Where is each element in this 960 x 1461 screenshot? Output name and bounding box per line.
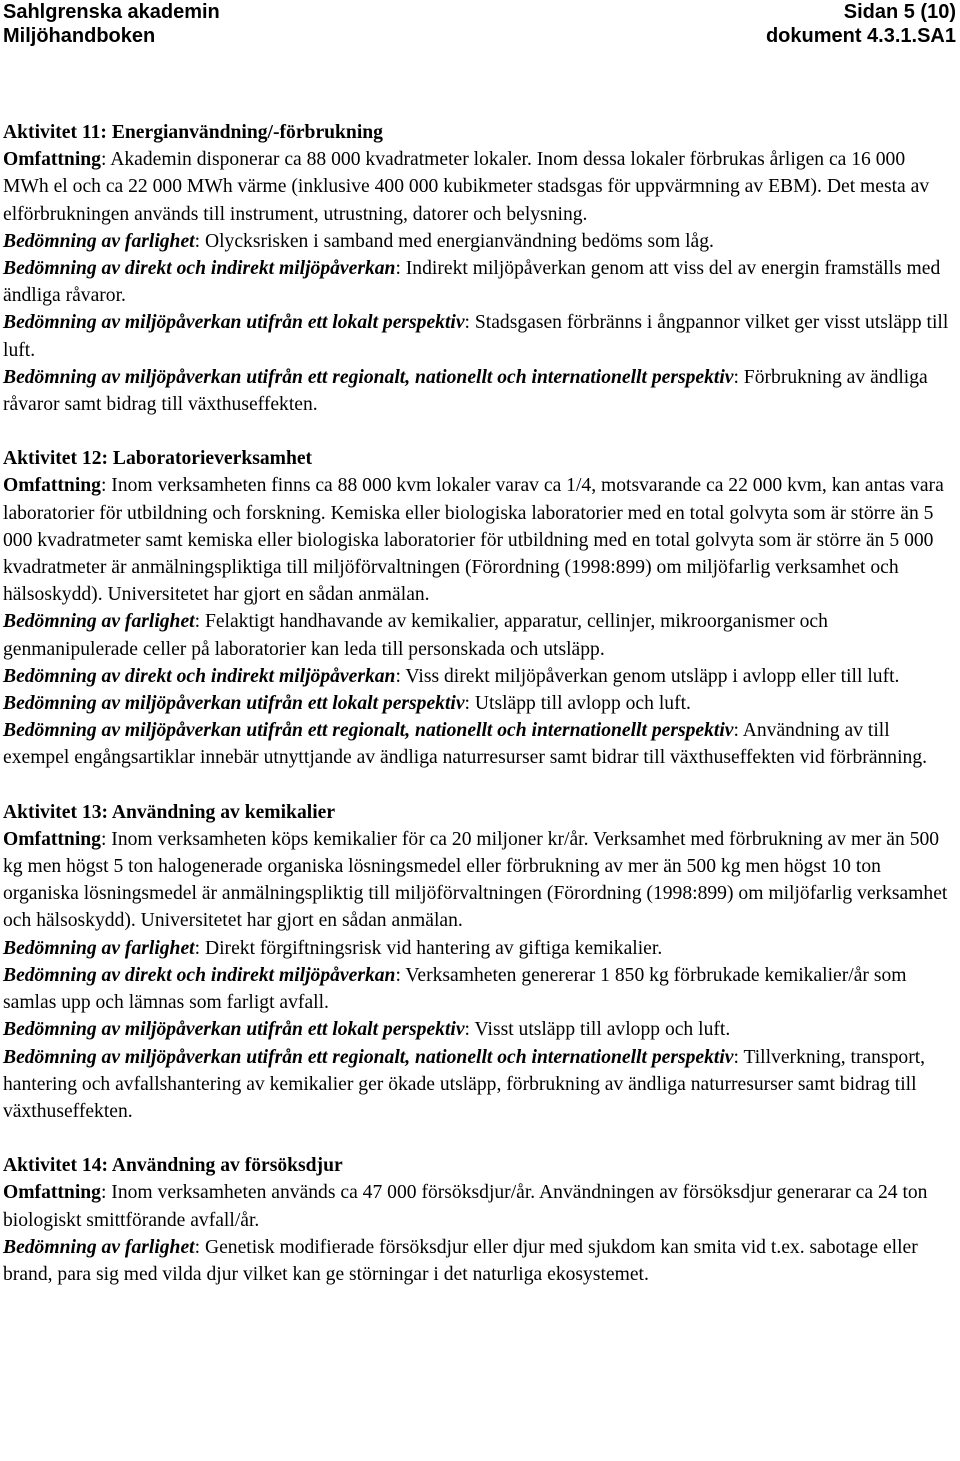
paragraph-text: : Indirekt miljöpåverkan genom att viss del av energin framställs med ändliga råvaror.: [3, 258, 941, 307]
handbook-name: Miljöhandboken: [3, 25, 156, 47]
assessment-paragraph: [3, 962, 953, 1016]
paragraph-label: Bedömning av farlighet: [3, 937, 195, 959]
paragraph-text: : Direkt förgiftningsrisk vid hantering av giftiga kemikalier.: [194, 937, 663, 959]
paragraph-label: Bedömning av miljöpåverkan utifrån ett lokalt perspektiv: [3, 693, 465, 715]
assessment-paragraph: [3, 364, 953, 418]
activity-section: [3, 1152, 953, 1288]
activity-section: [3, 799, 953, 1125]
paragraph-label: Bedömning av direkt och indirekt miljöpåverkan: [3, 665, 396, 687]
activity-title: Aktivitet 12: Laboratorieverksamhet: [3, 448, 313, 470]
paragraph-label: Omfattning: [3, 475, 101, 497]
assessment-paragraph: [3, 1234, 953, 1288]
paragraph-text: : Viss direkt miljöpåverkan genom utsläpp i avlopp eller till luft.: [395, 665, 900, 687]
paragraph-text: : Inom verksamheten finns ca 88 000 kvm lokaler varav ca 1/4, motsvarande ca 22 000 kvm, kan antas vara laboratorier för utbildning och forskning. Kemiska eller biologiska laboratorier med en total golvyta som är större än 5 000 kvadratmeter samt kemiska eller biologiska laboratorier för utbildning med en total golvyta som är större än 5 000 kvadratmeter är anmälningspliktiga till miljöförvaltningen (Förordning (1998:899) om miljöfarlig verksamhet och hälsoskydd). Universitetet har gjort en sådan anmälan.: [3, 475, 944, 606]
paragraph-label: Omfattning: [3, 828, 101, 850]
assessment-paragraph: [3, 1044, 953, 1126]
paragraph-label: Bedömning av farlighet: [3, 1236, 195, 1258]
assessment-paragraph: [3, 717, 953, 771]
paragraph-label: Bedömning av miljöpåverkan utifrån ett lokalt perspektiv: [3, 312, 465, 334]
paragraph-label: Bedömning av miljöpåverkan utifrån ett regionalt, nationellt och internationellt perspektiv: [3, 1046, 734, 1068]
activity-title: Aktivitet 13: Användning av kemikalier: [3, 801, 336, 823]
paragraph-label: Bedömning av farlighet: [3, 230, 195, 252]
paragraph-text: : Olycksrisken i samband med energianvändning bedöms som låg.: [194, 230, 714, 252]
paragraph-label: Omfattning: [3, 1182, 101, 1204]
document-body: [3, 119, 953, 1288]
paragraph-text: : Förbrukning av ändliga råvaror samt bidrag till växthuseffekten.: [3, 366, 928, 416]
activity-section: [3, 119, 953, 418]
paragraph-text: : Felaktigt handhavande av kemikalier, apparatur, cellinjer, mikroorganismer och genmanipulerade celler på laboratorier kan leda till personskada och utsläpp.: [3, 611, 828, 660]
paragraph-text: : Användning av till exempel engångsartiklar innebär utnyttjande av ändliga naturresurser samt bidrar till växthuseffekten vid förbränning.: [3, 720, 928, 769]
assessment-paragraph: [3, 255, 953, 309]
organization-name: Sahlgrenska akademin: [3, 1, 220, 23]
page-header: [3, 0, 956, 48]
paragraph-label: Bedömning av miljöpåverkan utifrån ett lokalt perspektiv: [3, 1019, 465, 1041]
paragraph-label: Bedömning av miljöpåverkan utifrån ett regionalt, nationellt och internationellt perspektiv: [3, 366, 734, 388]
activity-section: [3, 445, 953, 771]
page-number: Sidan 5 (10): [843, 1, 956, 23]
activity-title: Aktivitet 11: Energianvändning/-förbrukning: [3, 122, 383, 143]
header-row-2: [3, 24, 956, 48]
assessment-paragraph: [3, 228, 953, 255]
assessment-paragraph: [3, 935, 953, 962]
paragraph-text: : Utsläpp till avlopp och luft.: [464, 693, 691, 715]
paragraph-text: : Visst utsläpp till avlopp och luft.: [464, 1019, 731, 1041]
assessment-paragraph: [3, 1179, 953, 1233]
paragraph-text: : Inom verksamheten köps kemikalier för ca 20 miljoner kr/år. Verksamhet med förbrukning av mer än 500 kg men högst 5 ton halogenerade organiska lösningsmedel eller förbrukning av mer än 500 kg men högst 10 ton organiska lösningsmedel är anmälningspliktig till miljöförvaltningen (Förordning (1998:899) om miljöfarlig verksamhet och hälsoskydd). Universitetet har gjort en sådan anmälan.: [3, 828, 948, 932]
assessment-paragraph: [3, 472, 953, 608]
paragraph-text: : Stadsgasen förbränns i ångpannor vilket ger visst utsläpp till luft.: [3, 312, 949, 361]
assessment-paragraph: [3, 690, 953, 717]
activity-title: Aktivitet 14: Användning av försöksdjur: [3, 1155, 343, 1177]
paragraph-label: Omfattning: [3, 149, 101, 171]
paragraph-label: Bedömning av miljöpåverkan utifrån ett regionalt, nationellt och internationellt perspektiv: [3, 720, 734, 742]
paragraph-label: Bedömning av farlighet: [3, 611, 195, 633]
paragraph-label: Bedömning av direkt och indirekt miljöpåverkan: [3, 258, 396, 280]
assessment-paragraph: [3, 663, 953, 690]
paragraph-label: Bedömning av direkt och indirekt miljöpåverkan: [3, 964, 396, 986]
assessment-paragraph: [3, 309, 953, 363]
paragraph-text: : Akademin disponerar ca 88 000 kvadratmeter lokaler. Inom dessa lokaler förbrukas årligen ca 16 000 MWh el och ca 22 000 MWh värme (inklusive 400 000 kubikmeter stadsgas för uppvärmning av EBM). Det mesta av elförbrukningen används till instrument, utrustning, datorer och belysning.: [3, 149, 930, 225]
document-id: dokument 4.3.1.SA1: [765, 25, 956, 47]
paragraph-text: : Inom verksamheten används ca 47 000 försöksdjur/år. Användningen av försöksdjur generarar ca 24 ton biologiskt smittförande avfall/år.: [3, 1182, 928, 1231]
assessment-paragraph: [3, 826, 953, 935]
assessment-paragraph: [3, 608, 953, 662]
paragraph-text: : Genetisk modifierade försöksdjur eller djur med sjukdom kan smita vid t.ex. sabotage eller brand, para sig med vilda djur vilket kan ge störningar i det naturliga ekosystemet.: [3, 1236, 918, 1285]
header-row-1: [3, 0, 956, 24]
paragraph-text: : Verksamheten genererar 1 850 kg förbrukade kemikalier/år som samlas upp och lämnas som farligt avfall.: [3, 964, 907, 1014]
paragraph-text: : Tillverkning, transport, hantering och avfallshantering av kemikalier ger ökade utsläpp, förbrukning av ändliga naturresurser samt bidrag till växthuseffekten.: [3, 1046, 926, 1122]
assessment-paragraph: [3, 146, 953, 228]
assessment-paragraph: [3, 1016, 953, 1043]
